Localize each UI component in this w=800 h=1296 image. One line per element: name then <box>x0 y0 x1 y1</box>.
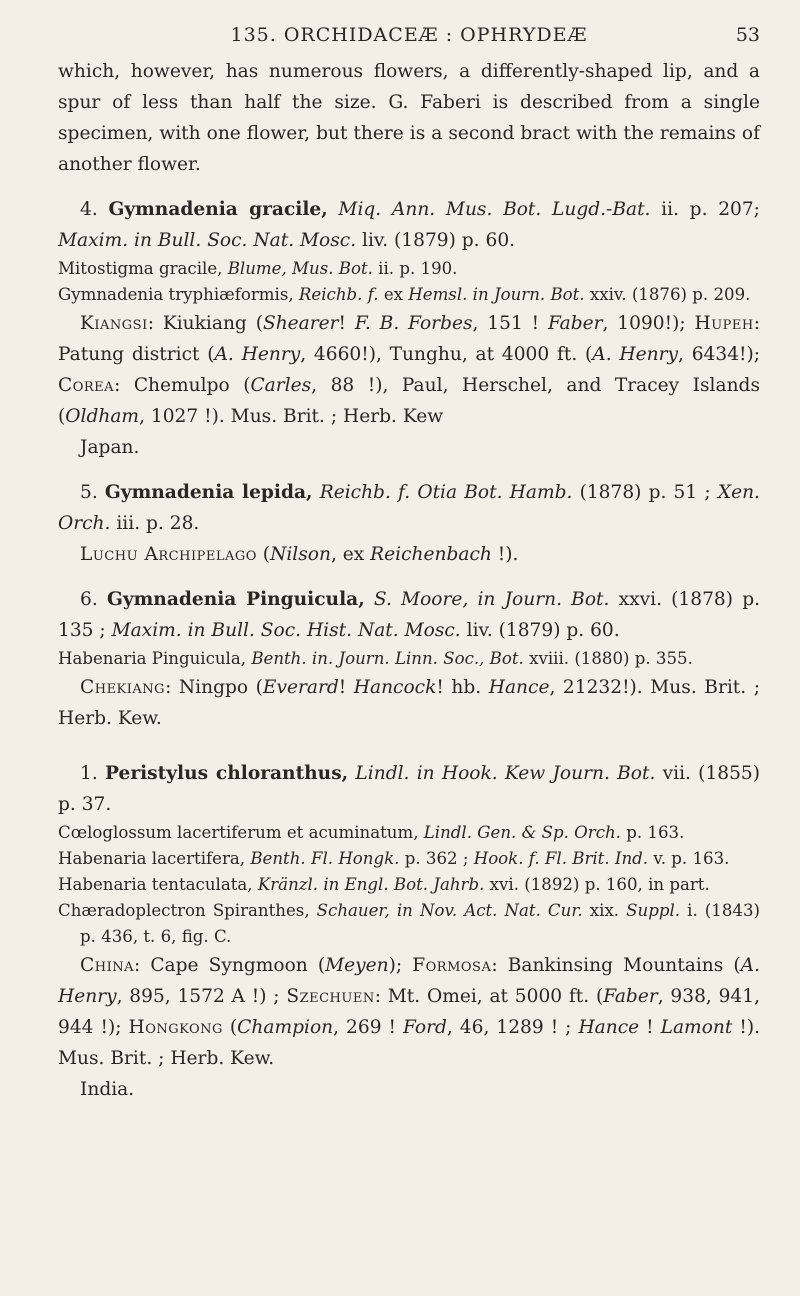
citation-detail: (1878) p. 51 ; <box>579 482 711 503</box>
synonym-citation: Suppl. <box>626 901 681 920</box>
locality-text: , 269 ! <box>333 1017 404 1038</box>
synonym-detail: xix. <box>589 901 620 920</box>
synonym-line <box>58 646 760 672</box>
synonym-name: Habenaria Pinguicula, <box>58 649 247 668</box>
locality-text: : Kiukiang ( <box>147 313 263 334</box>
collector-name: Ford <box>403 1017 447 1038</box>
collector-name: A. Henry <box>58 955 760 1007</box>
collector-name: Everard <box>262 677 339 698</box>
synonym-citation: Benth. in. Journ. Linn. Soc., Bot. <box>251 649 524 668</box>
synonym-detail: i. (1843) p. 436, t. 6, fig. C. <box>80 901 760 946</box>
synonym-detail: xvi. (1892) p. 160, in part. <box>489 875 710 894</box>
collector-name: Lamont <box>660 1017 733 1038</box>
region-name: Luchu Archipelago <box>80 544 257 565</box>
region-name: Szechuen <box>286 986 375 1007</box>
synonym-detail: p. 163. <box>626 823 685 842</box>
region-name: Hongkong <box>128 1017 223 1038</box>
citation-work: S. Moore, in Journ. Bot. <box>373 589 610 610</box>
locality-text: : Bankinsing Mountains ( <box>491 955 741 976</box>
species-name: Gymnadenia gracile, <box>108 199 328 220</box>
collector-name: Carles <box>250 375 312 396</box>
region-name: Corea <box>58 375 115 396</box>
locality-text: , 88 !), Paul, Herschel, and Tracey Islands ( <box>58 375 760 427</box>
synonym-citation: Reichb. f. <box>298 285 379 304</box>
synonym-name: Mitostigma gracile, <box>58 259 223 278</box>
citation-work: Lindl. in Hook. Kew Journ. Bot. <box>355 763 656 784</box>
locality-text: ! <box>338 677 354 698</box>
region-name: Formosa <box>412 955 492 976</box>
citation-work: Xen. Orch. <box>58 482 760 534</box>
citation-work: Maxim. in Bull. Soc. Nat. Mosc. <box>58 230 357 251</box>
species-number: 4. <box>80 199 98 220</box>
species-heading <box>58 194 760 256</box>
synonym-name: Gymnadenia tryphiæformis, <box>58 285 294 304</box>
collector-name: Oldham <box>65 406 140 427</box>
locality-text: : Cape Syngmoon ( <box>133 955 326 976</box>
locality-text: : Mt. Omei, at 5000 ft. ( <box>374 986 604 1007</box>
synonym-citation: Kränzl. in Engl. Bot. Jahrb. <box>257 875 485 894</box>
locality-text: , 1090!); <box>602 313 695 334</box>
locality-text: !). Mus. Brit. ; Herb. Kew. <box>58 1017 760 1069</box>
synonym-citation: Schauer, in Nov. Act. Nat. Cur. <box>316 901 583 920</box>
synonym-line <box>58 872 760 898</box>
locality-text: ); <box>388 955 413 976</box>
locality-text: , 46, 1289 ! ; <box>446 1017 579 1038</box>
collector-name: A. Henry <box>214 344 301 365</box>
running-header <box>58 22 760 56</box>
region-name: Kiangsi <box>80 313 148 334</box>
species-heading <box>58 758 760 820</box>
citation-detail: vii. (1855) p. 37. <box>58 763 761 815</box>
synonym-line <box>58 846 760 872</box>
citation-detail: xxvi. (1878) p. 135 ; <box>58 589 761 641</box>
synonym-name: Habenaria tentaculata, <box>58 875 253 894</box>
intro-paragraph: which, however, has numerous flowers, a differently-shaped lip, and a spur of less than half the size. G. Faberi is described from a single specimen, with one flower, but there is a second bract with the remains of another flower. <box>58 61 760 175</box>
species-name: Peristylus chloranthus, <box>105 763 349 784</box>
species-heading <box>58 584 760 646</box>
locality-paragraph <box>58 672 760 734</box>
region-name: Hupeh <box>694 313 754 334</box>
locality-text: , 6434!); <box>678 344 761 365</box>
species-number: 5. <box>80 482 98 503</box>
species-name: Gymnadenia Pinguicula, <box>106 589 365 610</box>
synonym-citation: Blume, Mus. Bot. <box>227 259 373 278</box>
collector-name: Reichenbach <box>370 544 492 565</box>
locality-text: ! <box>639 1017 661 1038</box>
collector-name: Faber <box>548 313 603 334</box>
synonym-name: Chæradoplectron Spiranthes, <box>58 901 310 920</box>
synonym-detail: p. 362 ; <box>404 849 469 868</box>
locality-text: , 1027 !). Mus. Brit. ; Herb. Kew <box>139 406 444 427</box>
citation-work: Ann. Mus. Bot. Lugd.-Bat. <box>391 199 651 220</box>
locality-text: : Ningpo ( <box>165 677 263 698</box>
citation-work: Maxim. in Bull. Soc. Hist. Nat. Mosc. <box>111 620 461 641</box>
locality-paragraph <box>58 308 760 432</box>
synonym-citation: Benth. Fl. Hongk. <box>250 849 400 868</box>
locality-text: ( <box>256 544 271 565</box>
synonym-detail: ii. p. 190. <box>378 259 458 278</box>
locality-paragraph <box>58 950 760 1074</box>
locality-text: !). <box>491 544 519 565</box>
locality-text: ! hb. <box>436 677 489 698</box>
synonym-detail: xxiv. (1876) p. 209. <box>589 285 751 304</box>
collector-name: A. Henry <box>592 344 679 365</box>
locality-text: : Chemulpo ( <box>114 375 251 396</box>
collector-name: Champion <box>237 1017 334 1038</box>
running-title: 135. ORCHIDACEÆ : OPHRYDEÆ <box>230 24 588 46</box>
synonym-line <box>58 282 760 308</box>
page <box>58 22 760 1105</box>
collector-name: Hancock <box>353 677 437 698</box>
locality-text: ! <box>338 313 355 334</box>
synonym-name: Cœloglossum lacertiferum et acuminatum, <box>58 823 419 842</box>
locality-text: : Patung district ( <box>58 313 760 365</box>
synonym-line <box>58 256 760 282</box>
region-name: Chekiang <box>80 677 166 698</box>
synonym-line <box>58 898 760 950</box>
citation-detail: ii. p. 207; <box>661 199 760 220</box>
distribution-line: India. <box>80 1079 135 1100</box>
collector-name: Hance <box>488 677 550 698</box>
citation-detail: liv. (1879) p. 60. <box>362 230 516 251</box>
distribution-line: Japan. <box>80 437 140 458</box>
collector-name: Nilson <box>270 544 331 565</box>
collector-name: Meyen <box>325 955 389 976</box>
citation-work: Reichb. f. Otia Bot. Hamb. <box>319 482 573 503</box>
species-name: Gymnadenia lepida, <box>104 482 313 503</box>
synonym-detail: xviii. (1880) p. 355. <box>529 649 693 668</box>
locality-text: , 938, 941, 944 !); <box>58 986 761 1038</box>
locality-paragraph <box>58 539 760 570</box>
synonym-line <box>58 820 760 846</box>
synonym-detail: v. p. 163. <box>653 849 730 868</box>
species-heading <box>58 477 760 539</box>
citation-author: Miq. <box>338 199 382 220</box>
collector-name: F. B. Forbes <box>354 313 473 334</box>
locality-text: ( <box>222 1017 238 1038</box>
synonym-citation: Lindl. Gen. & Sp. Orch. <box>423 823 621 842</box>
region-name: China <box>80 955 134 976</box>
collector-name: Faber <box>603 986 658 1007</box>
synonym-detail: ex <box>383 285 403 304</box>
collector-name: Shearer <box>262 313 339 334</box>
synonym-name: Habenaria lacertifera, <box>58 849 246 868</box>
species-number: 6. <box>80 589 98 610</box>
page-number: 53 <box>735 24 760 46</box>
citation-detail: liv. (1879) p. 60. <box>466 620 620 641</box>
synonym-citation: Hook. f. Fl. Brit. Ind. <box>473 849 649 868</box>
locality-text: , 21232!). Mus. Brit. ; Herb. Kew. <box>58 677 760 729</box>
locality-text: , ex <box>330 544 371 565</box>
synonym-citation: Hemsl. in Journ. Bot. <box>408 285 585 304</box>
citation-detail: iii. p. 28. <box>116 513 200 534</box>
locality-text: , 151 ! <box>472 313 548 334</box>
species-number: 1. <box>80 763 98 784</box>
locality-text: , 4660!), Tunghu, at 4000 ft. ( <box>300 344 593 365</box>
locality-text: , 895, 1572 A !) ; <box>116 986 287 1007</box>
collector-name: Hance <box>578 1017 640 1038</box>
